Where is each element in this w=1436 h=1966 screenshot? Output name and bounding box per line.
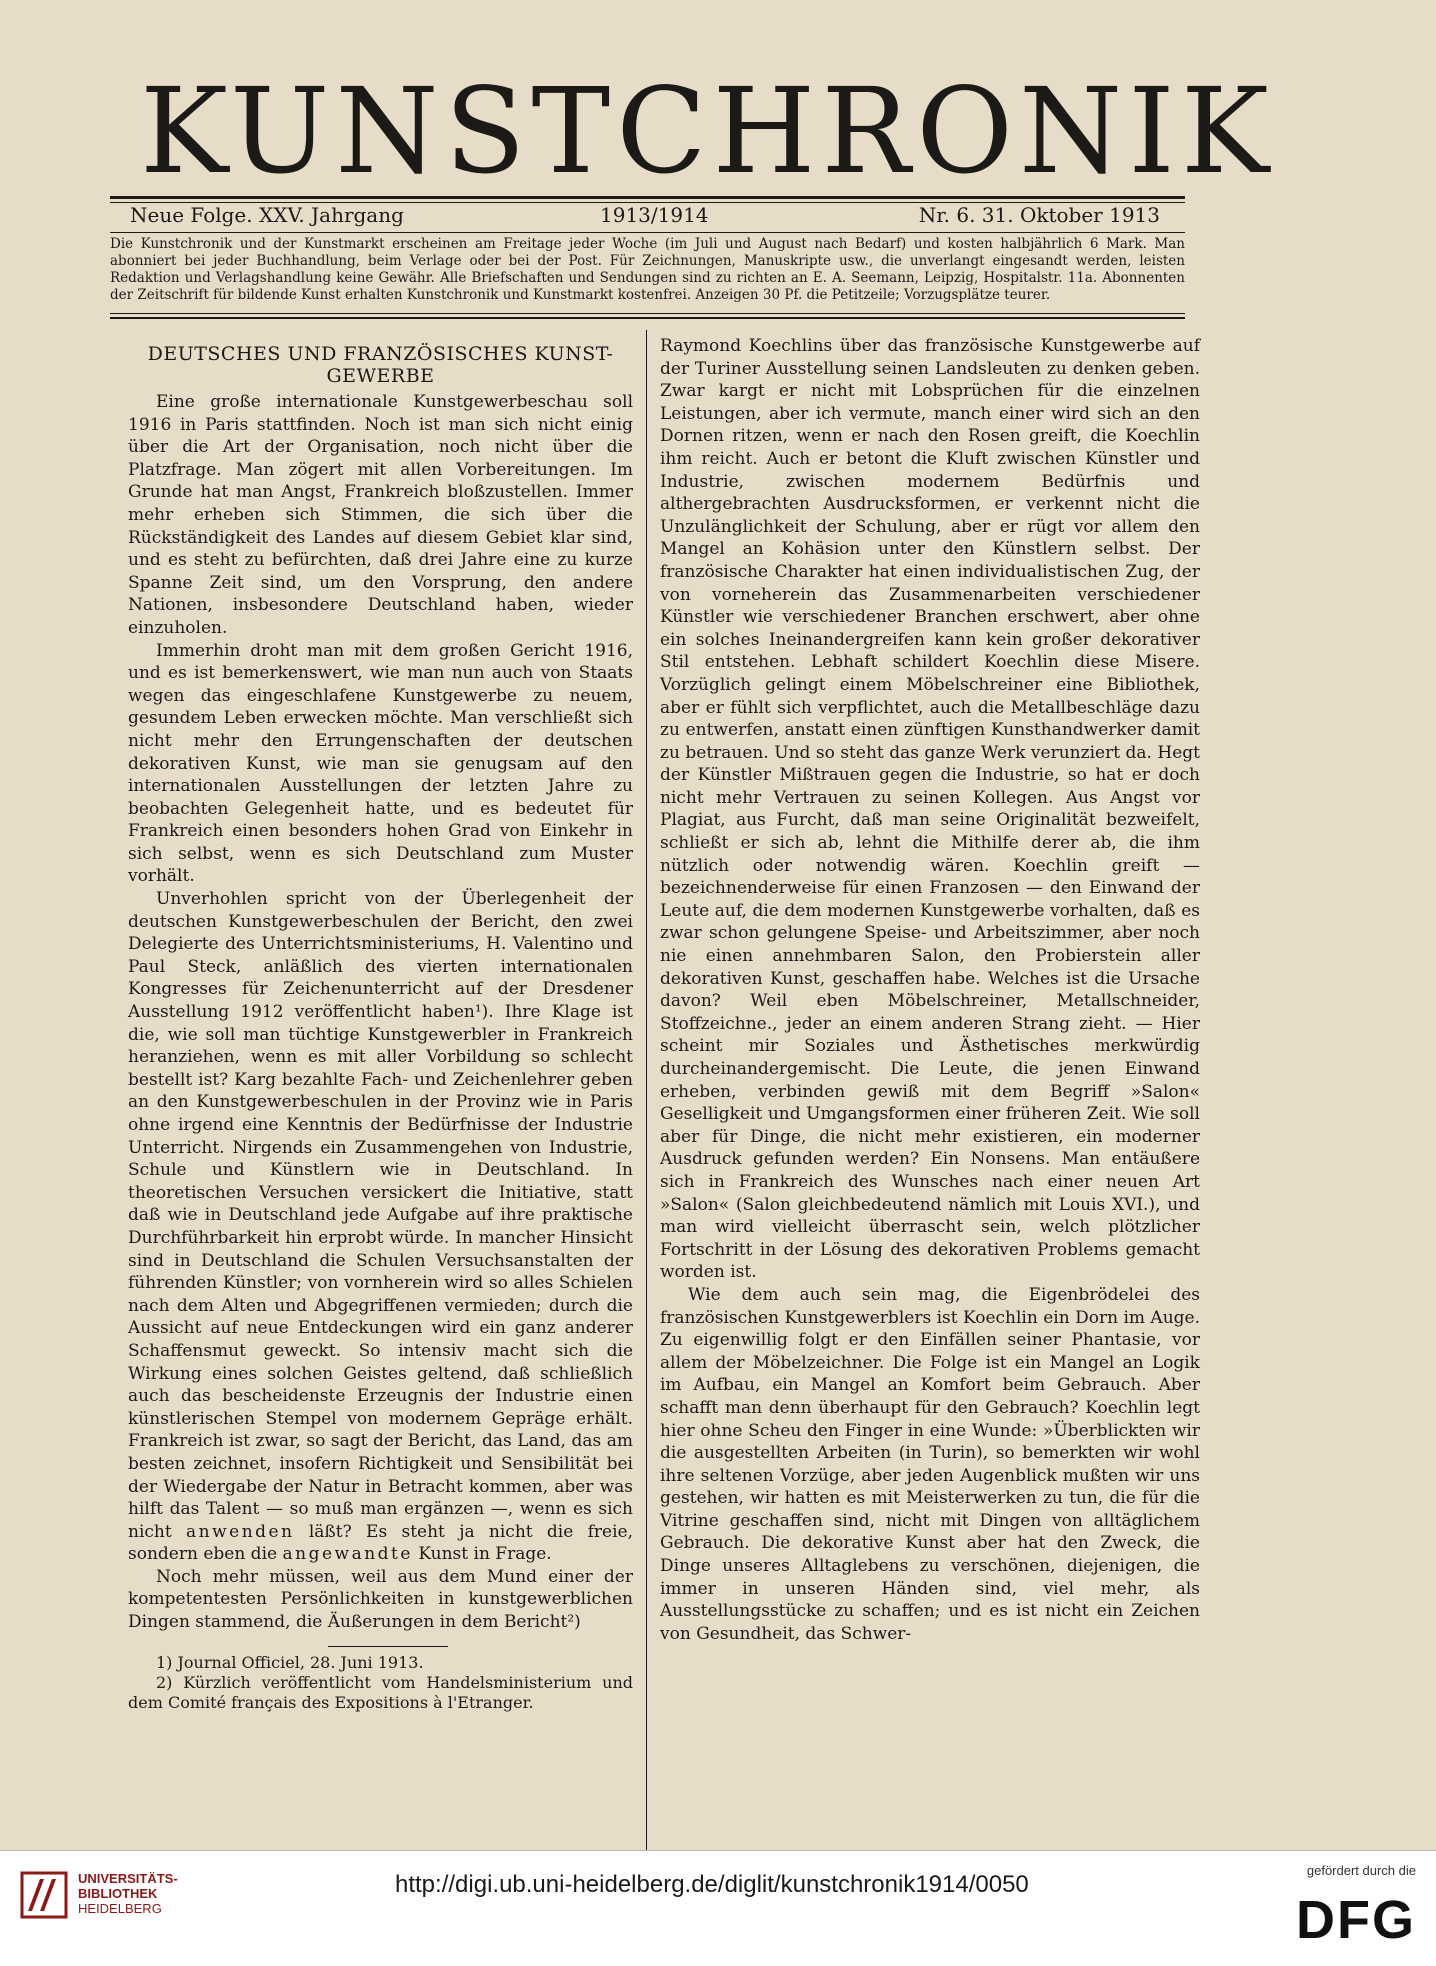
paragraph: Eine große internationale Kunstgewerbeschau soll 1916 in Paris stattfinden. Noch ist man sich nicht einig über die Art der Organisation, noch nicht über die Platzfrage. Man zögert mit allen Vorbereitungen. Im Grunde hat man Angst, Frankreich bloßzustellen. Immer mehr erheben sich Stimmen, die sich über die Rückständigkeit des Landes auf diesem Gebiet klar sind, und es steht zu befürchten, daß drei Jahre eine zu kurze Spanne Zeit sind, um den Vorsprung, den andere Nationen, insbesondere Deutschland haben, wieder einzuholen. <box>128 392 633 638</box>
library-name-line: HEIDELBERG <box>78 1901 162 1916</box>
footnote: 2) Kürzlich veröffentlicht vom Handelsministerium und dem Comité français des Expositions à l'Etranger. <box>128 1672 633 1712</box>
info-rule <box>110 232 1185 233</box>
permalink-url[interactable]: http://digi.ub.uni-heidelberg.de/diglit/kunstchronik1914/0050 <box>395 1871 1029 1898</box>
masthead-title: KUNSTCHRONIK <box>140 62 1275 200</box>
subscription-notice: Die Kunstchronik und der Kunstmarkt erscheinen am Freitage jeder Woche (im Juli und August nach Bedarf) und kosten halbjährlich 6 Mark. Man abonniert bei jeder Buchhandlung, beim Verlage oder bei der Post. Für Zeichnungen, Manuskripte usw., die unverlangt eingesandt werden, leisten Redaktion und Verlagshandlung keine Gewähr. Alle Briefschaften und Sendungen sind zu richten an E. A. Seemann, Leipzig, Hospitalstr. 11a. Abonnenten der Zeitschrift für bildende Kunst erhalten Kunstchronik und Kunstmarkt kostenfrei. Anzeigen 30 Pf. die Petitzeile; Vorzugsplätze teurer. <box>110 236 1185 303</box>
library-name-line: UNIVERSITÄTS- <box>78 1871 178 1886</box>
spaced-word: anwenden <box>186 1521 295 1542</box>
paragraph: Immerhin droht man mit dem großen Gericht 1916, und es ist bemerkenswert, wie man nun auch von Staats wegen das eingeschlafene Kunstgewerbe zu neuem, gesundem Leben erwecken möchte. Man verschließt sich nicht mehr den Errungenschaften der deutschen dekorativen Kunst, wie man sie genugsam auf den internationalen Ausstellungen der letzten Jahre zu beobachten Gelegenheit hatte, und es bedeutet für Frankreich einen besonders hohen Grad von Einkehr in sich selbst, wenn es sich Deutschland zum Muster vorhält. <box>128 640 633 887</box>
right-column <box>660 335 1200 1645</box>
paragraph: Wie dem auch sein mag, die Eigenbrödelei des französischen Kunstgewerblers ist Koechlin ein Dorn im Auge. Zu eigenwillig folgt er den Einfällen seiner Phantasie, vor allem der Möbelzeichner. Die Folge ist ein Mangel an Logik im Aufbau, ein Mangel an Komfort beim Gebrauch. Aber schafft man denn überhaupt für den Gebrauch? Koechlin legt hier ohne Scheu den Finger in eine Wunde: »Überblickten wir die ausgestellten Arbeiten (in Turin), so bemerkten wir wohl ihre seltenen Vorzüge, aber jeden Augenblick mußten wir uns gestehen, wir hatten es mit Meisterwerken zu tun, die für die Vitrine geschaffen sind, nicht mit Dingen von alltäglichem Gebrauch. Die dekorative Kunst aber hat den Zweck, die Dinge unseres Alltaglebens zu verschönen, diejenigen, die immer in unseren Händen sind, viel mehr, als Ausstellungsstücke zu schaffen; und es ist nicht ein Zeichen von Gesundheit, das Schwer- <box>660 1284 1200 1644</box>
column-divider <box>646 330 647 1850</box>
viewer-footer <box>0 1850 1436 1966</box>
masthead-rule <box>110 196 1185 199</box>
footnote: 1) Journal Officiel, 28. Juni 1913. <box>156 1652 424 1672</box>
dfg-logo: DFG <box>1296 1890 1416 1950</box>
footnotes <box>128 1653 633 1713</box>
footnote-rule <box>328 1646 448 1647</box>
year-span: 1913/1914 <box>600 203 709 227</box>
paragraph <box>128 888 633 1566</box>
spaced-word: angewandte <box>282 1544 413 1565</box>
university-library-logo-icon <box>20 1871 68 1919</box>
paragraph-text: läßt? Es steht ja nicht die freie, sondern eben die <box>128 1521 633 1565</box>
funding-caption: gefördert durch die <box>1306 1863 1416 1878</box>
paragraph: Noch mehr müssen, weil aus dem Mund einer der kompetentesten Persönlichkeiten in kunstgewerblichen Dingen stammend, die Äußerungen in dem Bericht²) <box>128 1566 633 1633</box>
notice-rule <box>110 313 1185 314</box>
notice-rule-thick <box>110 317 1185 319</box>
paragraph-text: Kunst in Frage. <box>418 1544 552 1565</box>
issue-number-date: Nr. 6. 31. Oktober 1913 <box>918 203 1160 227</box>
left-column <box>128 335 633 1713</box>
library-name <box>78 1871 178 1916</box>
series-volume: Neue Folge. XXV. Jahrgang <box>130 203 404 227</box>
article-heading: DEUTSCHES UND FRANZÖSISCHES KUNST-GEWERBE <box>147 343 614 387</box>
paragraph: Raymond Koechlins über das französische Kunstgewerbe auf der Turiner Ausstellung seinen Landsleuten zu denken geben. Zwar kargt er nicht mit Lobsprüchen für die einzelnen Leistungen, aber ich vermute, manch einer wird sich an den Dornen ritzen, wenn er nach den Rosen greift, die Koechlin ihm reicht. Auch er betont die Kluft zwischen Künstler und Industrie, zwischen modernem Bedürfnis und althergebrachten Ausdrucksformen, er verkennt nicht die Unzulänglichkeit der Schulung, aber er rügt vor allem den Mangel an Kohäsion unter den Künstlern selbst. Der französische Charakter hat einen individualistischen Zug, der von vorneherein das Zusammenarbeiten verschiedener Künstler wie verschiedener Branchen erschwert, aber ohne ein solches Ineinandergreifen kann kein großer dekorativer Stil entstehen. Lebhaft schildert Koechlin diese Misere. Vorzüglich gelingt einem Möbelschreiner eine Bibliothek, aber er fühlt sich verpflichtet, auch die Metallbeschläge dazu zu entwerfen, anstatt einen zünftigen Kunsthandwerker damit zu betrauen. Und so steht das ganze Werk verunziert da. Hegt der Künstler Mißtrauen gegen die Industrie, so hat er doch nicht mehr Vertrauen zu seinen Kollegen. Aus Angst vor Plagiat, aus Furcht, daß man seine Originalität bezweifelt, schließt er sich ab, lehnt die Mithilfe derer ab, die ihm nützlich oder notwendig wären. Koechlin greift — bezeichnenderweise für einen Franzosen — den Einwand der Leute auf, die dem modernen Kunstgewerbe vorhalten, daß es zwar schon gelungene Speise- und Arbeitszimmer, aber noch nie einen annehmbaren Salon, den Probierstein aller dekorativen Kunst, geschaffen habe. Welches ist die Ursache davon? Weil eben Möbelschreiner, Metallschneider, Stoffzeichne., jeder an einem anderen Strang zieht. — Hier scheint mir Soziales und Ästhetisches merkwürdig durcheinandergemischt. Die Leute, die jenen Einwand erheben, verbinden gewiß mit dem Begriff »Salon« Geselligkeit und Umgangsformen einer früheren Zeit. Wie soll aber für Dinge, die nicht mehr existieren, ein moderner Ausdruck gefunden werden? Ein Nonsens. Man entäußere sich in Frankreich des Wunsches nach einer neuen Art »Salon« (Salon gleichbedeutend nämlich mit Louis XVI.), und man wird vielleicht überrascht sein, welch plötzlicher Fortschritt in der Lösung des dekorativen Problems gemacht worden ist. <box>660 336 1200 1283</box>
paragraph-text: Unverhohlen spricht von der Überlegenheit der deutschen Kunstgewerbeschulen der Bericht, den zwei Delegierte des Unterrichtsministeriums, H. Valentino und Paul Steck, anläßlich des vierten internationalen Kongresses für Zeichenunterricht auf der Dresdener Ausstellung 1912 veröffentlicht haben¹). Ihre Klage ist die, wie soll man tüchtige Kunstgewerbler in Frankreich heranziehen, wenn es mit aller Vorbildung so schlecht bestellt ist? Karg bezahlte Fach- und Zeichenlehrer geben an den Kunstgewerbeschulen in der Provinz wie in Paris ohne irgend eine Kenntnis der Bedürfnisse der Industrie Unterricht. Nirgends ein Zusammengehen von Industrie, Schule und Künstlern wie in Deutschland. In theoretischen Versuchen versickert die Initiative, statt daß wie in Deutschland jede Aufgabe auf ihre praktische Durchführbarkeit hin erprobt würde. In mancher Hinsicht sind in Deutschland die Schulen Versuchsanstalten der führenden Künstler; von vornherein wird so alles Schielen nach dem Alten und Abgegriffenen vermieden; durch die Aussicht auf neue Entdeckungen wird ein ganz anderer Schaffensmut geweckt. So intensiv macht sich die Wirkung eines solchen Geistes geltend, daß schließlich auch das bescheidenste Erzeugnis der Industrie einen künstlerischen Stempel von modernem Gepräge erhält. Frankreich ist zwar, so sagt der Bericht, das Land, das am besten zeichnet, insofern Richtigkeit und Sensibilität bei der Wiedergabe der Natur in Betracht kommen, aber was hilft das Talent — so muß man ergänzen —, wenn es sich nicht <box>128 889 633 1542</box>
library-name-line: BIBLIOTHEK <box>78 1886 158 1901</box>
